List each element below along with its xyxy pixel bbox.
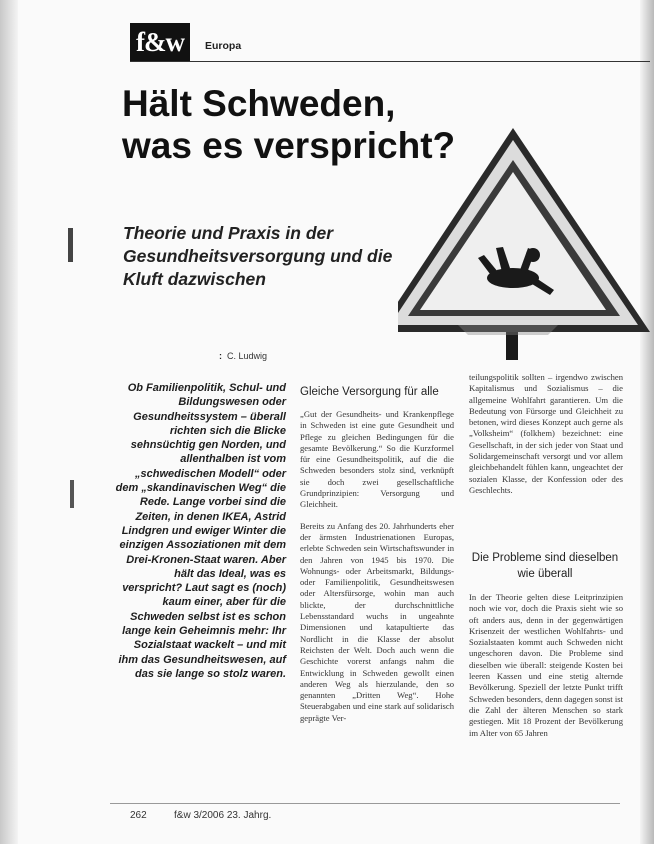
scan-left-edge [0,0,18,844]
magazine-logo: f&w [130,23,190,61]
footer-rule [110,803,620,804]
issue-info: f&w 3/2006 23. Jahrg. [174,810,272,821]
article-intro: Ob Familienpolitik, Schul- und Bildungswesen oder Gesundheitssystem – überall richten sich die Blicke sehnsüchtig gen Norden, und allenthalben ist vom „schwedischen Modell“ oder dem „skandinavischen Weg“ die Rede. Lange vorbei sind die Zeiten, in denen IKEA, Astrid Lindgren und ewiger Winter die einzigen Assoziationen mit dem Drei-Kronen-Staat waren. Aber hält das Ideal, was es verspricht? Laut sagt es (noch) kaum einer, aber für die Schweden selbst ist es schon lange kein Geheimnis mehr: Ihr Sozialstaat wackelt – und mit ihm das Gesundheitswesen, auf das sie lange so stolz waren. [115,382,286,680]
text-column-3-continued [469,592,623,749]
paragraph: teilungspolitik sollten – irgendwo zwischen Kapitalismus und Sozialismus – die allgemeine Wohlfahrt garantieren. Um die Bedeutung von Fürsorge und Gleichheit zu betonen, wird dieses Konzept auch gerne als „Volksheim“ (folkhem) bezeichnet: eine Gesellschaft, in der sich jeder von Staat und Solidargemeinschaft versorgt und vor allem gleichbehandelt fühlen kann, ungeachtet der sozialen Klasse, der Konfession oder des Geschlechts. [469,372,623,495]
page-number: 262 [130,810,147,821]
section-heading-1: Gleiche Versorgung für alle [300,386,439,398]
paragraph: „Gut der Gesundheits- und Krankenpflege in Schweden ist eine gute Gesundheit und Pflege zu gleichen Bedingungen für die gesamte Bevölkerung.“ So die Kurzformel für eine Gesundheitspolitik, auf die die Schweden besonders stolz sind, verknüpft sie doch zwei gesellschaftliche Grundprinzipien: Versorgung und Gleichheit. [300,409,454,510]
section-heading-2: Die Probleme sind dieselben wie überall [471,552,619,580]
title-line-1: Hält Schweden, [122,83,396,124]
author-name: C. Ludwig [227,351,268,361]
title-line-2: was es verspricht? [122,125,456,166]
warning-sign-image [398,120,654,360]
text-column-2 [300,409,454,734]
paragraph: Bereits zu Anfang des 20. Jahrhunderts eher der ärmsten Industrienationen Europas, erlebte Schweden sein Wirtschaftswunder in den Jahren von 1945 bis 1970. Die Wohnungs- oder Arbeitsmarkt, Bildungs- oder Familienpolitik, Gesundheitswesen oder Altersfürsorge, wohin man auch blickte, der durchschnittliche Lebensstandard wuchs in ungeahnte Dimensionen und katapultierte das Nordlicht in die Klasse der absolut Reichsten der Welt. Doch auch wenn die Geschichte vorerst anfangs nahm die Entwicklung in Schweden gewollt einen anderen Weg als hierzulande, den so genannten „Dritten Weg“. Hohe Steuerabgaben und eine stark auf solidarisch geprägte Ver- [300,520,454,723]
scan-artifact [68,228,73,262]
author-marker: : [219,351,222,361]
header-rule [130,61,650,62]
text-column-3 [469,372,623,506]
section-label: Europa [205,40,242,52]
paragraph: In der Theorie gelten diese Leitprinzipien noch wie vor, doch die Praxis sieht wie so oft anders aus, denn in der gegenwärtigen Krisenzeit der westlichen Wohlfahrts- und Sozialstaaten kommt auch Schweden nicht ungeschoren davon. Die Probleme sind dieselben wie überall: steigende Kosten bei leeren Kassen und eine stetig alternde Bevölkerung. Speziell der letzte Punkt trifft Schweden besonders, denn dagegen sonst ist die Zahl der älteren Menschen so stark gestiegen. Mit 18 Prozent der Bevölkerung im Alter von 65 Jahren [469,592,623,738]
article-subtitle: Theorie und Praxis in der Gesundheitsversorgung und die Kluft dazwischen [123,223,393,289]
sign-shadow [458,325,558,335]
scan-artifact [70,480,74,508]
